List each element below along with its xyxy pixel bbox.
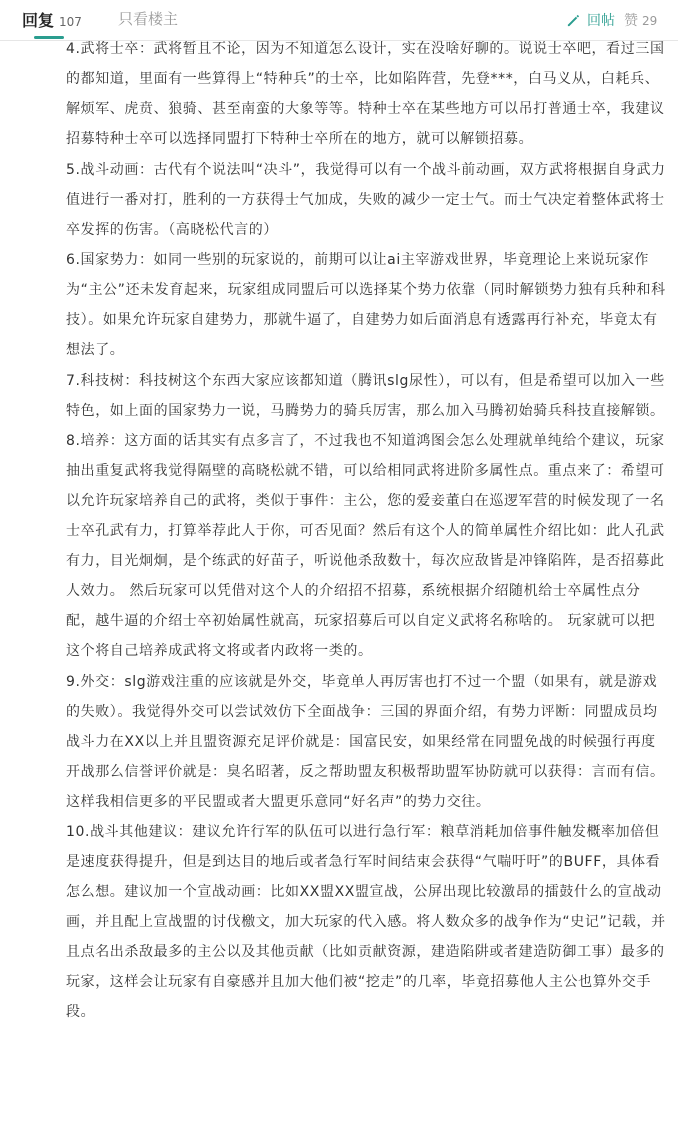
like-label: 赞 (624, 13, 638, 29)
post-paragraph-6: 6.国家势力：如同一些别的玩家说的，前期可以让ai主宰游戏世界，毕竟理论上来说玩家作为“主公”还未发育起来，玩家组成同盟后可以选择某个势力依靠（同时解锁势力独有兵种和科技）。如果允许玩家自建势力，那就牛逼了，自建势力如后面消息有透露再行补充，毕竟太有想法了。 (66, 252, 666, 358)
post-paragraph-7: 7.科技树：科技树这个东西大家应该都知道（腾讯slg尿性），可以有，但是希望可以加入一些特色，如上面的国家势力一说，马腾势力的骑兵厉害，那么加入马腾初始骑兵科技直接解锁。 (66, 372, 665, 419)
reply-button[interactable] (566, 10, 615, 30)
reply-count: 107 (59, 15, 82, 29)
active-tab-indicator (34, 36, 64, 39)
post-paragraph-5: 5.战斗动画：古代有个说法叫“决斗”，我觉得可以有一个战斗前动画，双方武将根据自身武力值进行一番对打，胜利的一方获得士气加成，失败的减少一定士气。而士气决定着整体武将士卒发挥的伤害。（高晓松代言的） (66, 161, 666, 238)
tab-replies[interactable] (22, 8, 82, 32)
post-paragraph-4: 4.武将士卒：武将暂且不论，因为不知道怎么设计，实在没啥好聊的。说说士卒吧，看过三国的都知道，里面有一些算得上“特种兵”的士卒，比如陷阵营，先登***，白马义从，白耗兵、解烦军、虎贲、狼骑、甚至南蛮的大象等等。特种士卒在某些地方可以吊打普通士卒，我建议招募特种士卒可以选择同盟打下特种士卒所在的地方，就可以解锁招募。 (66, 41, 665, 147)
post-paragraph-9: 9.外交：slg游戏注重的应该就是外交，毕竟单人再厉害也打不过一个盟（如果有，就是游戏的失败）。我觉得外交可以尝试效仿下全面战争：三国的界面介绍，有势力评断：同盟成员均战斗力在XX以上并且盟资源充足评价就是：国富民安，如果经常在同盟免战的时候强行再度开战那么信誉评价就是：臭名昭著，反之帮助盟友积极帮助盟军协防就可以获得：言而有信。这样我相信更多的平民盟或者大盟更乐意同“好名声”的势力交往。 (66, 673, 665, 810)
pencil-icon (566, 13, 581, 28)
thread-toolbar (0, 0, 678, 41)
post-paragraph-10: 10.战斗其他建议：建议允许行军的队伍可以进行急行军：粮草消耗加倍事件触发概率加倍但是速度获得提升，但是到达目的地后或者急行军时间结束会获得“气喘吁吁”的BUFF，具体看怎么想。建议加一个宣战动画：比如XX盟XX盟宣战，公屏出现比较激昂的擂鼓什么的宣战动画，并且配上宣战盟的讨伐檄文，加大玩家的代入感。将人数众多的战争作为“史记”记载，并且点名出杀敌最多的主公以及其他贡献（比如贡献资源，建造陷阱或者建造防御工事）最多的玩家，这样会让玩家有自豪感并且加大他们被“挖走”的几率，毕竟招募他人主公也算外交手段。 (66, 824, 666, 1020)
reply-button-label: 回帖 (587, 13, 615, 29)
post-paragraph-8: 8.培养：这方面的话其实有点多言了，不过我也不知道鸿图会怎么处理就单纯给个建议，玩家抽出重复武将我觉得隔壁的高晓松就不错，可以给相同武将进阶多属性点。重点来了：希望可以允许玩家培养自己的武将，类似于事件：主公，您的爱妾董白在巡逻军营的时候发现了一名士卒孔武有力，打算举荐此人于你，可否见面？然后有这个人的简单属性介绍比如：此人孔武有力，目光炯炯，是个练武的好苗子，听说他杀敌数十，每次应敌皆是冲锋陷阵，是否招募此人效力。 然后玩家可以凭借对这个人的介绍招不招募，系统根据介绍随机给士卒属性点分配，越牛逼的介绍士卒初始属性就高，玩家招募后可以自定义武将名称啥的。 玩家就可以把这个将自己培养成武将文将或者内政将一类的。 (66, 433, 665, 659)
post-content (66, 34, 666, 1028)
tab-owner-only[interactable]: 只看楼主 (118, 10, 179, 28)
tab-replies-label: 回复 (22, 11, 55, 30)
like-button[interactable] (624, 10, 657, 30)
like-count: 29 (642, 14, 658, 28)
